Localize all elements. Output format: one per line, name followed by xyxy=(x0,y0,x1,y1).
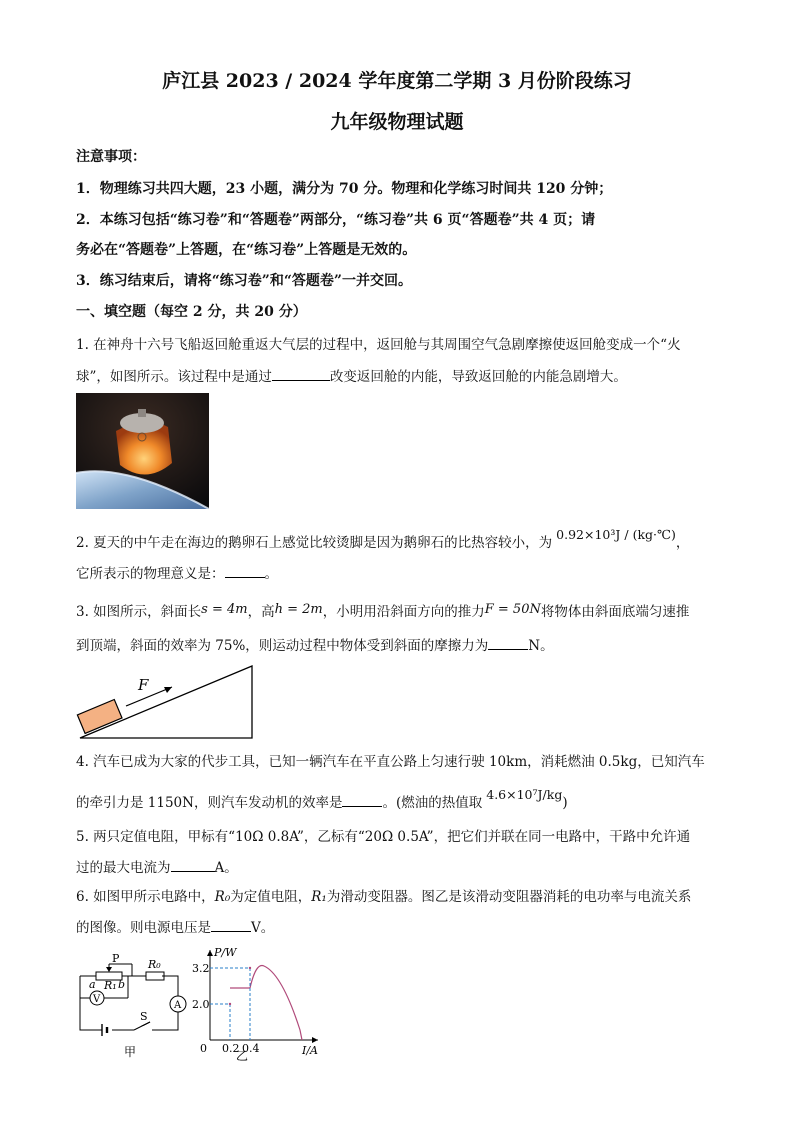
label-r1: R₁ xyxy=(104,979,117,992)
notes-heading: 注意事项： xyxy=(76,149,146,165)
q5-text-1: 过的最大电流为 xyxy=(76,860,171,876)
note-2b: 务必在“答题卷”上答题，在“练习卷”上答题是无效的。 xyxy=(76,242,417,258)
q1-blank[interactable] xyxy=(272,366,330,381)
q4-formula: 4.6×10⁷J/kg xyxy=(486,787,563,802)
q2-blank[interactable] xyxy=(225,563,265,578)
q3-text-3: ，小明用沿斜面方向的推力 xyxy=(322,604,485,620)
page-subtitle: 九年级物理试题 xyxy=(330,111,464,133)
block xyxy=(77,700,122,734)
power-current-graph xyxy=(192,944,326,1063)
q3-blank[interactable] xyxy=(488,635,528,650)
circuit-diagram xyxy=(72,952,196,1064)
caption-jia: 甲 xyxy=(124,1045,137,1059)
q1-line2 xyxy=(76,366,627,387)
q4-text-1: 的牵引力是 1150N，则汽车发动机的效率是 xyxy=(76,795,343,811)
label-b: b xyxy=(118,978,126,991)
q6-r0: R₀ xyxy=(214,889,231,905)
q6-text-4: 的图像。则电源电压是 xyxy=(76,920,211,936)
q2-text-1: 2. 夏天的中午走在海边的鹅卵石上感觉比较烫脚是因为鹅卵石的比热容较小，为 xyxy=(76,535,553,551)
q2-formula: 0.92×10³J / (kg·℃) xyxy=(556,527,676,542)
power-curve xyxy=(230,965,302,1040)
q5-line1: 5. 两只定值电阻，甲标有“10Ω 0.8A”，乙标有“20Ω 0.5A”，把它们并联在同一电路中，干路中允许通 xyxy=(76,829,691,845)
q5-text-2: A。 xyxy=(214,860,238,876)
q4-text-3: ) xyxy=(562,795,568,811)
page-title: 庐江县 2023 / 2024 学年度第二学期 3 月份阶段练习 xyxy=(162,70,632,92)
label-v: V xyxy=(93,994,101,1005)
q6-blank[interactable] xyxy=(211,917,251,932)
q2-text-4: 。 xyxy=(264,566,278,582)
incline-triangle xyxy=(80,666,252,738)
q3-text-5: 到顶端，斜面的效率为 75%，则运动过程中物体受到斜面的摩擦力为 xyxy=(76,638,489,654)
y-axis-label: P/W xyxy=(214,946,237,959)
x-axis-label: I/A xyxy=(302,1044,318,1057)
q1-text-1: 球”，如图所示。该过程中是通过 xyxy=(76,369,272,385)
data-point-1 xyxy=(249,967,251,969)
q2-text-3: 它所表示的物理意义是： xyxy=(76,566,225,582)
note-2a: 2．本练习包括“练习卷”和“答题卷”两部分，“练习卷”共 6 页“答题卷”共 4 页；请 xyxy=(76,212,596,228)
q2-line1 xyxy=(76,527,690,553)
origin-label: 0 xyxy=(200,1042,207,1055)
q2-text-2: ， xyxy=(675,535,690,551)
q6-text-2: 为定值电阻， xyxy=(230,889,312,905)
force-arrow xyxy=(126,687,172,706)
fireball-image xyxy=(76,393,209,509)
q1-line1: 1. 在神舟十六号飞船返回舱重返大气层的过程中，返回舱与其周围空气急剧摩擦使返回舱变成一个“火 xyxy=(76,337,681,353)
q3-text-2: ，高 xyxy=(247,604,275,620)
q3-text-1: 3. 如图所示，斜面长 xyxy=(76,604,202,620)
label-r0: R₀ xyxy=(148,958,161,971)
label-p: P xyxy=(112,952,120,965)
q6-text-5: V。 xyxy=(251,920,275,936)
label-amm: A xyxy=(174,1000,182,1011)
q3-text-6: N。 xyxy=(528,638,554,654)
note-3: 3．练习结束后，请将“练习卷”和“答题卷”一并交回。 xyxy=(76,273,412,289)
q6-text-1: 6. 如图甲所示电路中， xyxy=(76,889,215,905)
q5-blank[interactable] xyxy=(171,857,215,872)
q2-line2 xyxy=(76,563,278,584)
q3-line1 xyxy=(76,602,689,623)
q6-line2 xyxy=(76,917,274,938)
q3-text-4: 将物体由斜面底端匀速推 xyxy=(540,604,690,620)
q3-line2 xyxy=(76,635,554,656)
section-heading: 一、填空题（每空 2 分，共 20 分） xyxy=(76,304,307,320)
q4-line2 xyxy=(76,787,568,813)
q6-text-3: 为滑动变阻器。图乙是该滑动变阻器消耗的电功率与电流关系 xyxy=(326,889,692,905)
data-point-0 xyxy=(229,1003,231,1005)
x-tick-label-0: 0.2 xyxy=(222,1042,240,1055)
q1-text-2: 改变返回舱的内能，导致返回舱的内能急剧增大。 xyxy=(329,369,627,385)
q4-blank[interactable] xyxy=(342,792,382,807)
q3-f: F = 50N xyxy=(484,602,541,617)
y-tick-label-1: 2.0 xyxy=(192,998,210,1011)
label-s: S xyxy=(140,1010,148,1023)
incline-figure xyxy=(76,660,258,742)
caption-yi: 乙 xyxy=(236,1049,249,1063)
q5-line2 xyxy=(76,857,238,878)
q3-s: s = 4m xyxy=(201,602,248,617)
q4-line1: 4. 汽车已成为大家的代步工具，已知一辆汽车在平直公路上匀速行驶 10km，消耗燃油 0.5kg，已知汽车 xyxy=(76,754,705,770)
label-a: a xyxy=(89,978,96,991)
note-1: 1．物理练习共四大题，23 小题，满分为 70 分。物理和化学练习时间共 120 分钟； xyxy=(76,181,613,197)
q4-text-2: 。(燃油的热值取 xyxy=(382,795,483,811)
x-tick-label-1: 0.4 xyxy=(242,1042,260,1055)
q6-r1: R₁ xyxy=(311,889,327,905)
force-label: F xyxy=(138,676,149,694)
q6-line1 xyxy=(76,887,691,907)
q3-h: h = 2m xyxy=(274,602,323,617)
resistor-r0 xyxy=(146,972,164,980)
y-tick-label-0: 3.2 xyxy=(192,962,210,975)
